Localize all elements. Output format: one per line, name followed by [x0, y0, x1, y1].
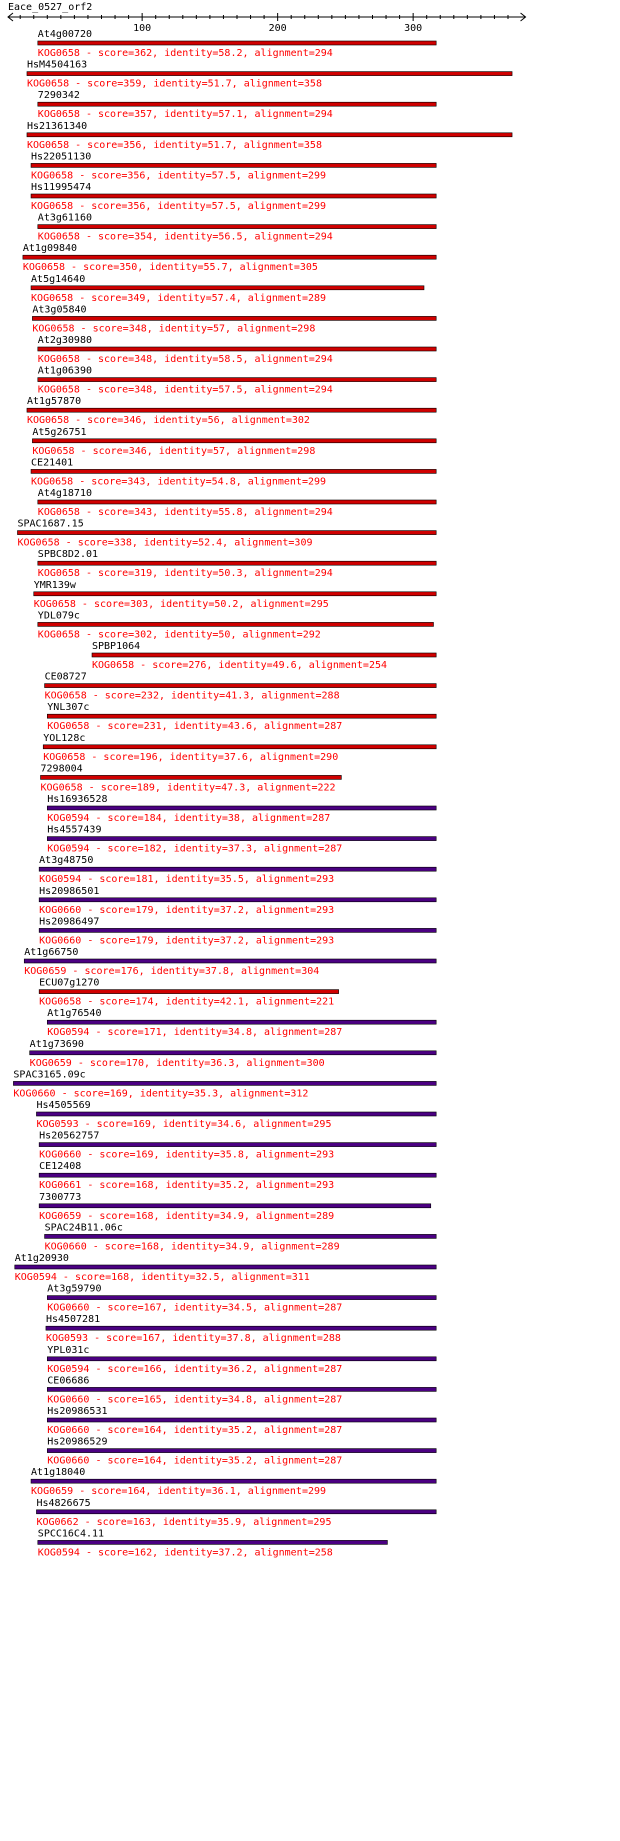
hits-group	[13, 29, 512, 1558]
hit-bar	[47, 1357, 436, 1361]
hit-row	[38, 29, 436, 59]
hit-row	[38, 335, 436, 365]
hit-row	[31, 182, 436, 212]
hit-row	[46, 1314, 436, 1344]
hit-name: At1g66750	[24, 947, 79, 958]
hit-name: HsM4504163	[26, 59, 88, 71]
hit-bar	[38, 561, 436, 565]
hit-row	[38, 1528, 388, 1558]
hit-row	[43, 733, 436, 763]
hit-info: KOG0593 - score=167, identity=37.8, alignment=288	[45, 1333, 341, 1345]
hit-row	[32, 427, 436, 457]
hit-bar	[36, 1510, 436, 1514]
hit-bar	[41, 775, 342, 779]
hit-name: CE06686	[47, 1375, 90, 1387]
hit-info: KOG0660 - score=169, identity=35.8, alignment=293	[39, 1149, 335, 1161]
hit-row	[47, 702, 436, 732]
chart-title: Eace_0527_orf2	[8, 2, 93, 13]
hit-info: KOG0658 - score=196, identity=37.6, alignment=290	[43, 751, 339, 763]
hit-info: KOG0658 - score=174, identity=42.1, alignment=221	[39, 996, 335, 1008]
hit-bar	[38, 500, 436, 504]
hit-name: Hs20986501	[39, 885, 100, 897]
hit-row	[31, 151, 436, 181]
hit-bar	[43, 745, 436, 749]
hit-bar	[47, 1449, 436, 1453]
hit-bar	[39, 928, 436, 932]
hit-info: KOG0658 - score=357, identity=57.1, alignment=294	[37, 109, 333, 121]
hit-row	[47, 1406, 436, 1436]
hit-name: YDL079c	[37, 610, 80, 622]
hit-row	[34, 580, 436, 610]
hit-name: At5g26751	[32, 426, 87, 438]
hit-row	[47, 1008, 436, 1038]
hit-info: KOG0658 - score=346, identity=57, alignment=298	[32, 445, 316, 457]
hit-bar	[38, 378, 436, 382]
hit-bar	[17, 531, 436, 535]
hit-info: KOG0658 - score=302, identity=50, alignment=292	[37, 629, 321, 641]
hit-name: CE21401	[31, 457, 74, 469]
hit-info: KOG0658 - score=303, identity=50.2, alignment=295	[33, 598, 329, 610]
hit-info: KOG0659 - score=168, identity=34.9, alignment=289	[39, 1210, 335, 1222]
hit-row	[38, 610, 434, 640]
hit-bar	[92, 653, 436, 657]
hit-bar	[31, 469, 436, 473]
hit-row	[30, 1039, 437, 1069]
hit-name: CE08727	[44, 671, 87, 683]
hit-row	[92, 641, 436, 671]
hit-row	[45, 672, 437, 702]
hit-info: KOG0660 - score=165, identity=34.8, alignment=287	[47, 1394, 343, 1406]
hit-row	[27, 60, 512, 90]
hit-info: KOG0658 - score=232, identity=41.3, alignment=288	[44, 690, 340, 702]
hit-name: Hs21361340	[26, 120, 88, 132]
hit-bar	[27, 72, 512, 76]
hit-info: KOG0659 - score=164, identity=36.1, alignment=299	[31, 1486, 327, 1498]
hit-bar	[15, 1265, 436, 1269]
hit-row	[39, 978, 338, 1008]
hit-bar	[38, 41, 436, 45]
hit-row	[38, 488, 436, 518]
hit-name: Hs22051130	[31, 151, 92, 163]
hit-name: At2g30980	[37, 335, 92, 346]
hit-info: KOG0594 - score=162, identity=37.2, alignment=258	[37, 1547, 333, 1559]
hit-name: At3g59790	[47, 1283, 102, 1295]
hit-info: KOG0658 - score=349, identity=57.4, alignment=289	[31, 292, 327, 304]
hit-info: KOG0658 - score=350, identity=55.7, alignment=305	[22, 262, 318, 274]
hit-bar	[39, 1204, 431, 1208]
hit-name: Hs20986529	[47, 1436, 108, 1448]
hit-info: KOG0658 - score=356, identity=51.7, alignment=358	[26, 139, 322, 151]
hit-bar	[13, 1081, 436, 1085]
hit-row	[31, 1467, 436, 1497]
hit-bar	[32, 316, 436, 320]
hit-bar	[31, 286, 424, 290]
hit-row	[13, 1069, 436, 1099]
hit-info: KOG0660 - score=164, identity=35.2, alignment=287	[47, 1455, 343, 1467]
hit-info: KOG0658 - score=348, identity=58.5, alignment=294	[37, 354, 333, 365]
hit-row	[24, 947, 436, 977]
hit-name: 7290342	[37, 90, 80, 102]
hit-name: Hs4826675	[36, 1497, 91, 1509]
hit-name: At4g18710	[37, 488, 92, 499]
hit-name: At1g20930	[14, 1253, 69, 1264]
hit-row	[39, 886, 436, 916]
hit-row	[27, 121, 512, 151]
hit-info: KOG0659 - score=176, identity=37.8, alignment=304	[24, 966, 320, 977]
hit-row	[38, 90, 436, 120]
hit-info: KOG0593 - score=169, identity=34.6, alignment=295	[36, 1119, 332, 1130]
tick-label: 100	[133, 23, 152, 34]
hit-bar	[38, 347, 436, 351]
hit-name: Hs4505569	[36, 1100, 91, 1111]
hit-bar	[39, 867, 436, 871]
hit-info: KOG0594 - score=168, identity=32.5, alignment=311	[14, 1272, 310, 1283]
hit-name: YPL031c	[47, 1344, 90, 1356]
hit-info: KOG0658 - score=362, identity=58.2, alignment=294	[37, 48, 333, 59]
hit-name: At1g57870	[26, 396, 82, 408]
hit-row	[39, 1131, 436, 1161]
hit-info: KOG0658 - score=346, identity=56, alignment=302	[26, 415, 310, 427]
hit-row	[45, 1222, 437, 1252]
hit-bar	[32, 439, 436, 443]
hit-bar	[27, 408, 436, 412]
hit-row	[36, 1100, 436, 1130]
hit-info: KOG0658 - score=356, identity=57.5, alignment=299	[31, 170, 327, 182]
hit-bar	[34, 592, 436, 596]
hit-name: YNL307c	[47, 702, 90, 714]
hit-info: KOG0660 - score=168, identity=34.9, alignment=289	[44, 1241, 340, 1253]
hit-row	[23, 243, 436, 273]
hit-bar	[39, 1173, 436, 1177]
hit-bar	[24, 959, 436, 963]
hit-row	[31, 457, 436, 487]
hit-bar	[31, 1479, 436, 1483]
hit-info: KOG0662 - score=163, identity=35.9, alignment=295	[36, 1516, 332, 1528]
hit-name: SPBC8D2.01	[37, 549, 99, 561]
hit-name: CE12408	[39, 1161, 82, 1173]
hit-row	[17, 519, 436, 549]
hit-bar	[38, 622, 434, 626]
hit-bar	[45, 1234, 437, 1238]
hit-info: KOG0658 - score=348, identity=57.5, alignment=294	[37, 384, 333, 396]
hit-row	[32, 304, 436, 334]
hit-name: At1g73690	[29, 1038, 84, 1050]
hit-info: KOG0660 - score=164, identity=35.2, alignment=287	[47, 1425, 343, 1436]
hit-name: At1g06390	[37, 365, 92, 377]
hit-info: KOG0658 - score=348, identity=57, alignment=298	[32, 323, 316, 335]
hit-info: KOG0594 - score=182, identity=37.3, alignment=287	[47, 843, 343, 855]
hit-bar	[39, 898, 436, 902]
hit-row	[39, 1192, 431, 1222]
hit-info: KOG0658 - score=343, identity=55.8, alignment=294	[37, 507, 333, 518]
hit-row	[38, 213, 436, 243]
tick-label: 200	[268, 23, 287, 34]
hit-name: Hs20562757	[39, 1130, 100, 1142]
hit-row	[36, 1498, 436, 1528]
hit-info: KOG0594 - score=181, identity=35.5, alignment=293	[39, 874, 335, 886]
hit-bar	[46, 1326, 436, 1330]
hit-info: KOG0660 - score=167, identity=34.5, alignment=287	[47, 1302, 343, 1314]
hit-info: KOG0594 - score=184, identity=38, alignment=287	[47, 813, 331, 824]
hit-bar	[39, 1143, 436, 1147]
hit-name: SPAC24B11.06c	[44, 1222, 123, 1234]
hit-info: KOG0594 - score=171, identity=34.8, alignment=287	[47, 1027, 343, 1039]
hit-name: Hs20986531	[47, 1406, 108, 1417]
hit-bar	[31, 194, 436, 198]
hit-bar	[23, 255, 436, 259]
hit-info: KOG0660 - score=179, identity=37.2, alignment=293	[39, 904, 335, 916]
hit-info: KOG0594 - score=166, identity=36.2, alignment=287	[47, 1363, 343, 1375]
hit-bar	[47, 837, 436, 841]
hit-name: At5g14640	[31, 273, 86, 285]
hit-name: At4g00720	[37, 29, 92, 40]
hit-name: At1g09840	[22, 243, 78, 255]
hit-bar	[38, 1540, 388, 1544]
hit-info: KOG0660 - score=169, identity=35.3, alignment=312	[13, 1088, 309, 1100]
hit-name: At1g76540	[47, 1008, 102, 1020]
hit-row	[47, 1437, 436, 1467]
hit-bar	[39, 990, 338, 994]
hit-info: KOG0659 - score=170, identity=36.3, alignment=300	[29, 1057, 325, 1069]
hit-info: KOG0658 - score=231, identity=43.6, alignment=287	[47, 721, 343, 733]
hit-info: KOG0658 - score=359, identity=51.7, alignment=358	[26, 78, 322, 90]
hit-bar	[27, 133, 512, 137]
hit-name: Hs16936528	[47, 794, 108, 805]
hit-bar	[38, 102, 436, 106]
tick-label: 300	[404, 23, 423, 34]
hit-name: At3g48750	[39, 855, 94, 867]
hit-bar	[47, 1387, 436, 1391]
hit-bar	[47, 1020, 436, 1024]
hit-info: KOG0658 - score=343, identity=54.8, alignment=299	[31, 476, 327, 488]
hit-row	[47, 794, 436, 824]
hit-name: Hs20986497	[39, 916, 100, 928]
hit-info: KOG0660 - score=179, identity=37.2, alignment=293	[39, 935, 335, 947]
hit-info: KOG0658 - score=189, identity=47.3, alignment=222	[40, 782, 336, 794]
hit-name: 7300773	[39, 1191, 82, 1203]
hit-row	[15, 1253, 436, 1283]
hit-info: KOG0658 - score=354, identity=56.5, alignment=294	[37, 231, 333, 243]
hit-row	[39, 1161, 436, 1191]
hit-info: KOG0658 - score=276, identity=49.6, alignment=254	[92, 660, 388, 671]
hit-bar	[45, 684, 437, 688]
hit-bar	[47, 806, 436, 810]
hit-row	[39, 916, 436, 946]
hit-row	[39, 855, 436, 885]
hit-bar	[47, 1418, 436, 1422]
hit-info: KOG0658 - score=319, identity=50.3, alignment=294	[37, 568, 333, 580]
hit-bar	[36, 1112, 436, 1116]
hit-bar	[38, 225, 436, 229]
hit-row	[47, 1375, 436, 1405]
hit-name: YMR139w	[33, 579, 76, 591]
hit-bar	[31, 163, 436, 167]
hit-row	[41, 763, 342, 793]
hit-name: SPBP1064	[92, 641, 141, 652]
hit-name: Hs11995474	[31, 182, 92, 193]
hit-row	[27, 396, 436, 426]
hit-name: 7298004	[40, 763, 83, 775]
hit-info: KOG0661 - score=168, identity=35.2, alignment=293	[39, 1180, 335, 1192]
hit-name: At3g05840	[32, 304, 87, 316]
hit-info: KOG0658 - score=356, identity=57.5, alignment=299	[31, 201, 327, 212]
hit-name: ECU07g1270	[39, 977, 100, 989]
hit-name: SPAC1687.15	[17, 518, 84, 530]
hit-name: Hs4507281	[45, 1314, 101, 1326]
hit-name: At3g61160	[37, 212, 92, 224]
hit-name: SPAC3165.09c	[13, 1069, 86, 1081]
hit-row	[38, 549, 436, 579]
hit-name: At1g18040	[31, 1467, 86, 1479]
hit-row	[47, 1284, 436, 1314]
hit-name: Hs4557439	[47, 824, 102, 836]
hit-name: SPCC16C4.11	[37, 1528, 105, 1540]
hit-row	[47, 1345, 436, 1375]
hit-name: YOL128c	[43, 732, 86, 744]
hit-row	[47, 825, 436, 855]
hit-bar	[47, 714, 436, 718]
hit-bar	[47, 1296, 436, 1300]
hit-row	[38, 366, 436, 396]
hit-bar	[30, 1051, 437, 1055]
hit-row	[31, 274, 424, 304]
hit-info: KOG0658 - score=338, identity=52.4, alignment=309	[17, 537, 313, 549]
